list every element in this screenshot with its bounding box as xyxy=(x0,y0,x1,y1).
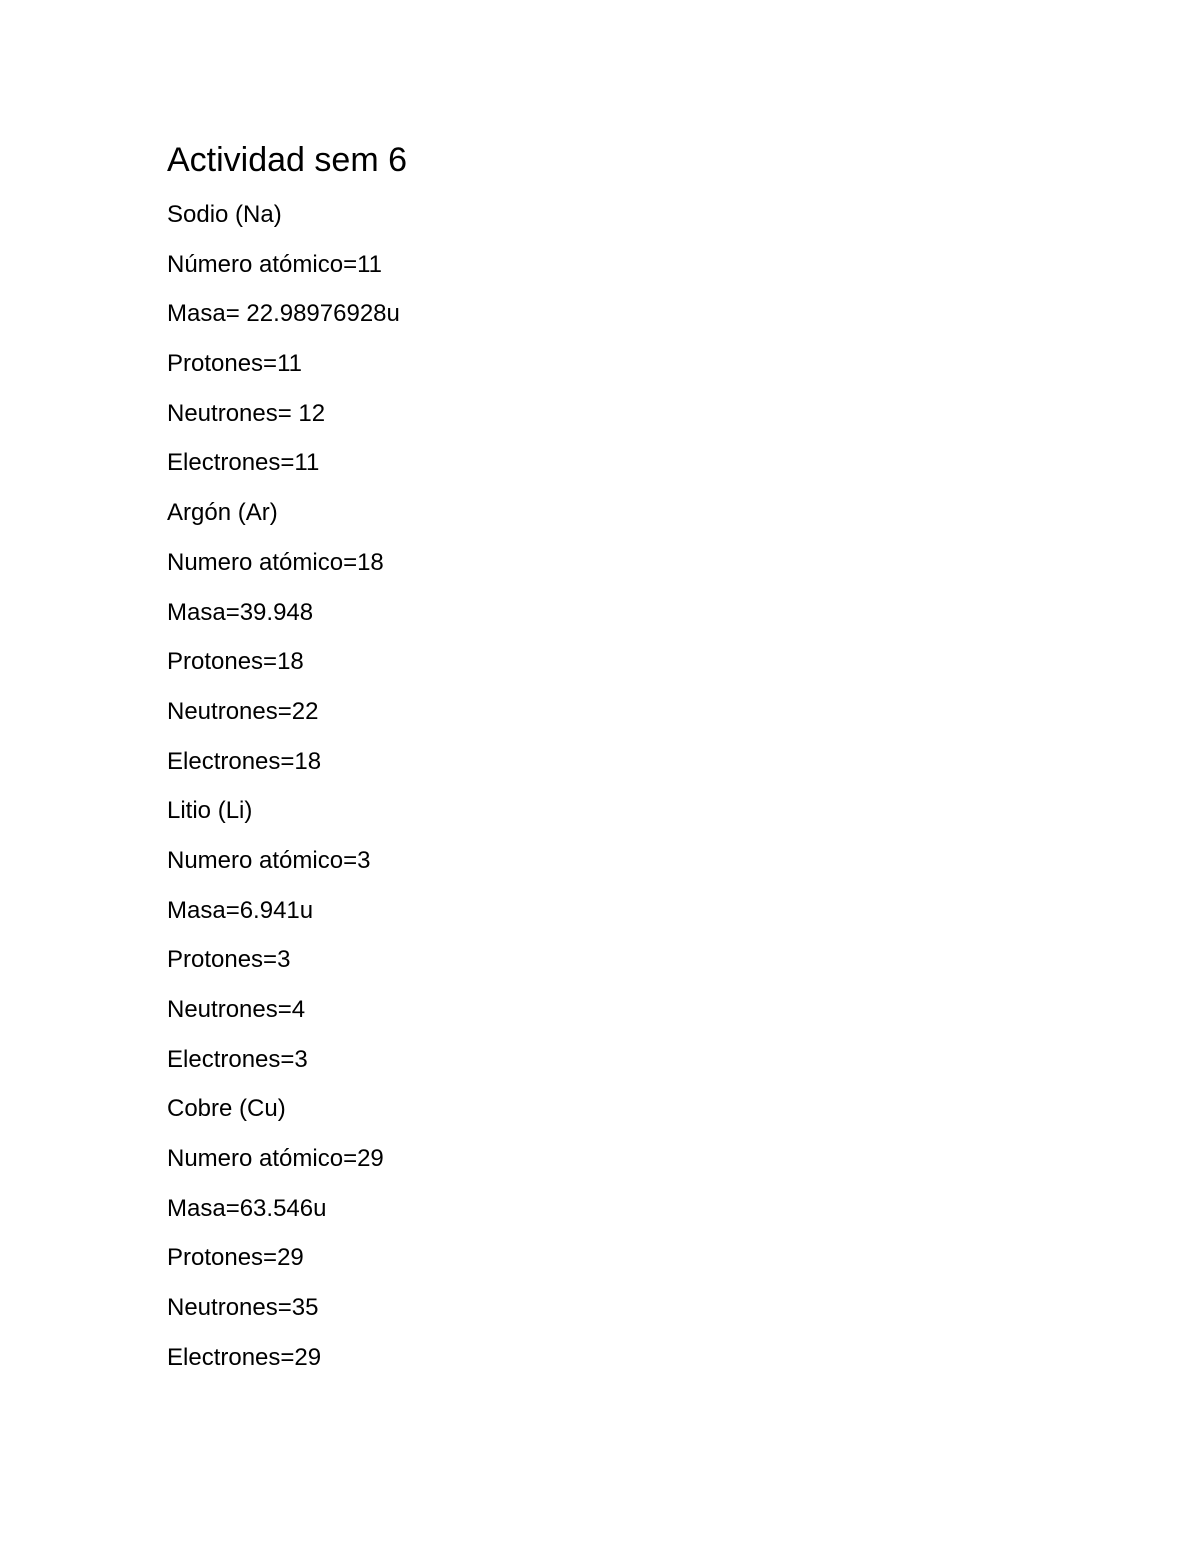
text-line: Protones=29 xyxy=(167,1244,304,1272)
text-line: Número atómico=11 xyxy=(167,250,382,278)
text-line: Neutrones=22 xyxy=(167,697,319,725)
text-line: Masa= 22.98976928u xyxy=(167,300,400,328)
text-line: Masa=6.941u xyxy=(167,896,314,924)
document-title: Actividad sem 6 xyxy=(167,141,407,179)
document-lines xyxy=(167,190,1067,1383)
text-line: Electrones=11 xyxy=(167,449,320,477)
text-line: Protones=11 xyxy=(167,350,302,378)
text-line: Electrones=3 xyxy=(167,1045,308,1073)
document-body xyxy=(167,138,1067,1383)
text-line: Masa=63.546u xyxy=(167,1194,327,1222)
text-line: Neutrones=35 xyxy=(167,1294,319,1322)
text-line: Neutrones= 12 xyxy=(167,399,326,427)
text-line: Cobre (Cu) xyxy=(167,1095,286,1123)
text-line: Sodio (Na) xyxy=(167,201,282,228)
text-line: Argón (Ar) xyxy=(167,499,278,527)
text-line: Numero atómico=18 xyxy=(167,548,384,576)
text-line: Protones=18 xyxy=(167,648,304,676)
text-line: Neutrones=4 xyxy=(167,996,306,1023)
text-line: Electrones=29 xyxy=(167,1343,322,1371)
text-line: Numero atómico=3 xyxy=(167,846,371,874)
text-line: Masa=39.948 xyxy=(167,598,314,626)
text-line: Electrones=18 xyxy=(167,747,322,775)
text-line: Protones=3 xyxy=(167,946,291,974)
text-line: Numero atómico=29 xyxy=(167,1145,384,1173)
text-line: Litio (Li) xyxy=(167,797,253,825)
